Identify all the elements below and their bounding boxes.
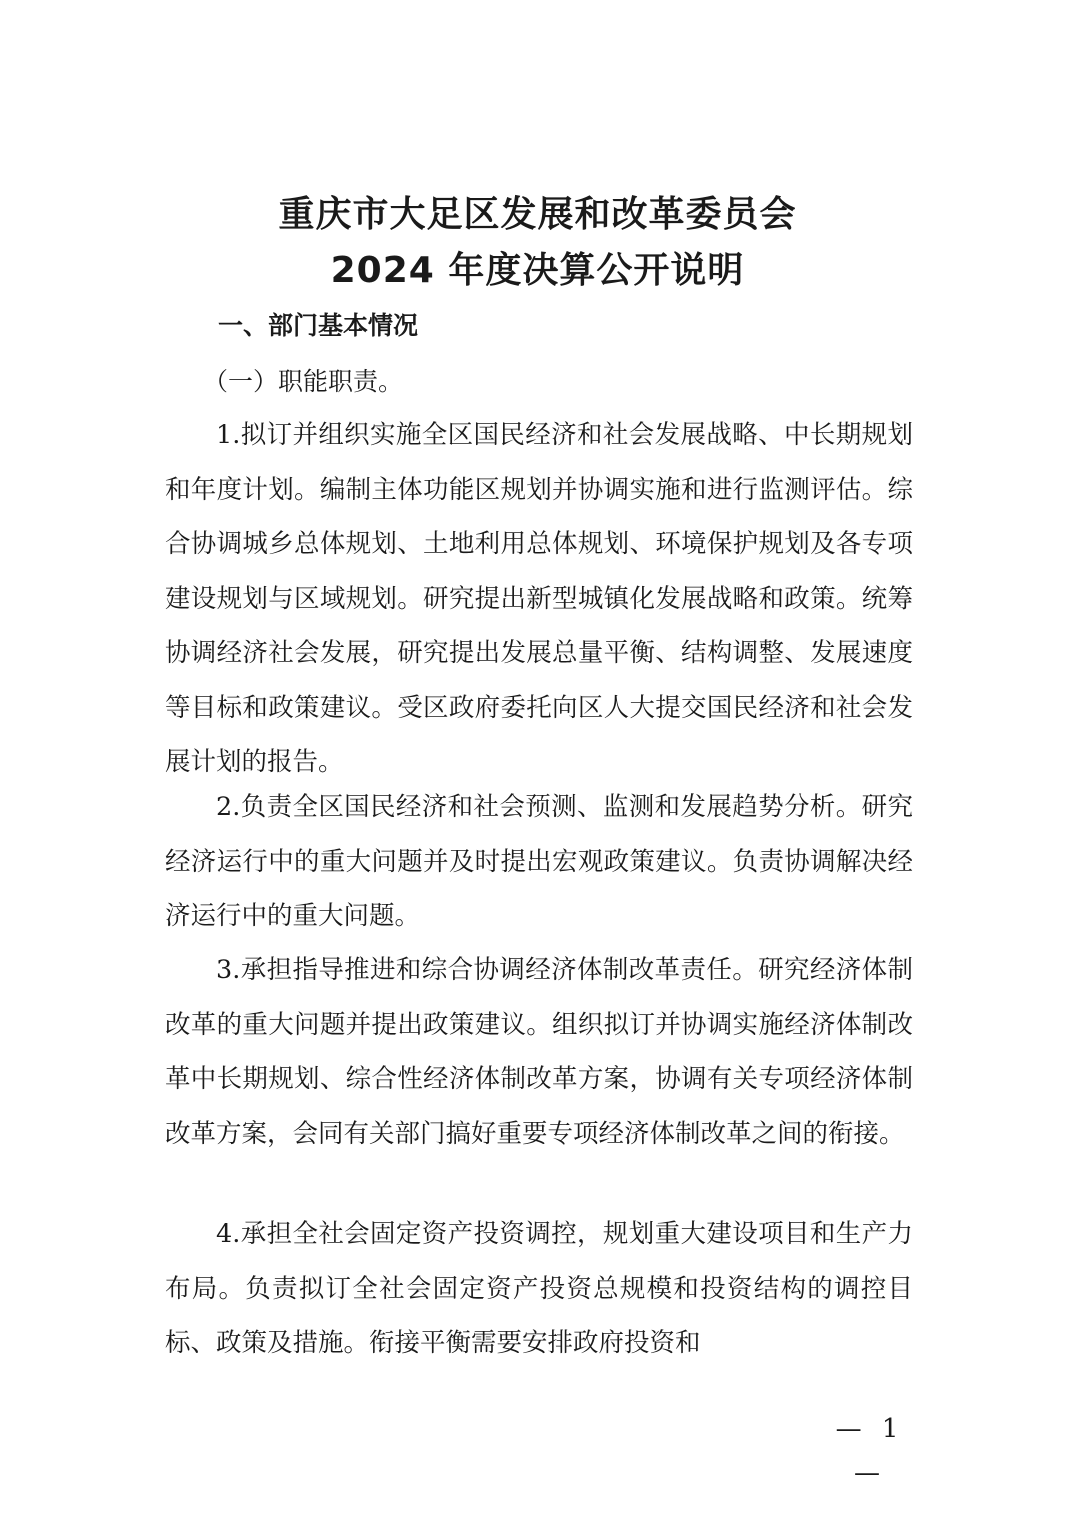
- paragraph-4: 4.承担全社会固定资产投资调控，规划重大建设项目和生产力布局。负责拟订全社会固定资产投资总规模和投资结构的调控目标、政策及措施。衔接平衡需要安排政府投资和: [165, 1219, 913, 1358]
- subsection-heading: （一）职能职责。: [203, 367, 404, 396]
- paragraph-3: 3.承担指导推进和综合协调经济体制改革责任。研究经济体制改革的重大问题并提出政策建议。组织拟订并协调实施经济体制改革中长期规划、综合性经济体制改革方案，协调有关专项经济体制改革方案，会同有关部门搞好重要专项经济体制改革之间的衔接。: [165, 955, 913, 1149]
- paragraph-2: 2.负责全区国民经济和社会预测、监测和发展趋势分析。研究经济运行中的重大问题并及时提出宏观政策建议。负责协调解决经济运行中的重大问题。: [165, 792, 913, 931]
- document-title-line2: 2024 年度决算公开说明: [330, 250, 745, 291]
- document-title-line1: 重庆市大足区发展和改革委员会: [278, 194, 797, 235]
- section-heading: 一、部门基本情况: [218, 311, 419, 340]
- paragraph-1: 1.拟订并组织实施全区国民经济和社会发展战略、中长期规划和年度计划。编制主体功能区规划并协调实施和进行监测评估。综合协调城乡总体规划、土地利用总体规划、环境保护规划及各专项建设规划与区域规划。研究提出新型城镇化发展战略和政策。统筹协调经济社会发展，研究提出发展总量平衡、结构调整、发展速度等目标和政策建议。受区政府委托向区人大提交国民经济和社会发展计划的报告。: [165, 420, 913, 777]
- page-number: — 1 —: [835, 1414, 905, 1488]
